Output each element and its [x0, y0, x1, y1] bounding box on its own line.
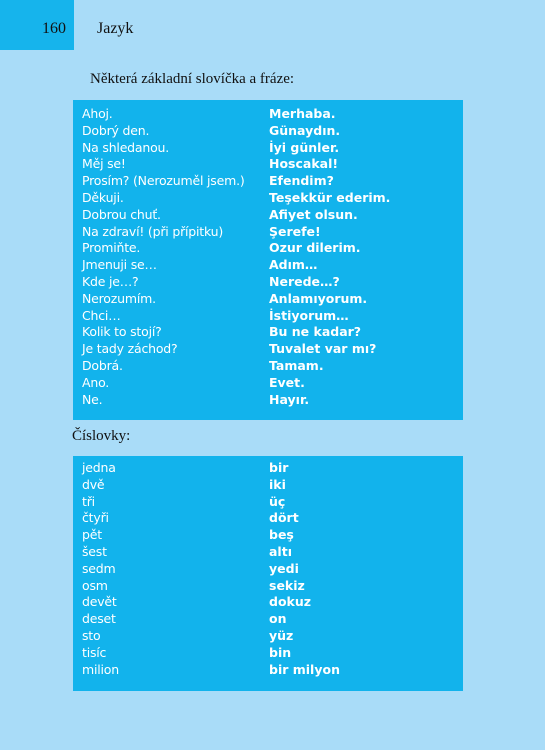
turkish-term: Tuvalet var mı? [269, 341, 377, 357]
turkish-term: Tamam. [269, 358, 324, 373]
czech-term: Chci… [82, 307, 121, 323]
table-row [73, 391, 463, 408]
table-row [73, 357, 463, 374]
table-row [73, 189, 463, 206]
czech-term: sto [82, 628, 101, 643]
table-row [73, 543, 463, 560]
turkish-term: bir milyon [269, 661, 340, 677]
table-row [73, 273, 463, 290]
turkish-term: yedi [269, 560, 299, 576]
turkish-term: iki [269, 476, 286, 492]
turkish-term: bir [269, 460, 289, 475]
table-row [73, 323, 463, 340]
turkish-term: Merhaba. [269, 106, 336, 121]
table-row [73, 509, 463, 526]
table-row [73, 627, 463, 644]
running-head: Jazyk [97, 20, 134, 37]
czech-term: čtyři [82, 510, 109, 526]
czech-term: Kde je…? [82, 274, 139, 289]
table-row [73, 560, 463, 577]
czech-term: tisíc [82, 644, 107, 660]
table-row [73, 610, 463, 627]
czech-term: Dobrou chuť. [82, 206, 161, 222]
table-row [73, 661, 463, 678]
turkish-term: Hayır. [269, 391, 310, 407]
czech-term: Promiňte. [82, 240, 141, 256]
czech-term: jedna [82, 460, 116, 475]
turkish-term: İyi günler. [269, 139, 340, 155]
czech-term: dvě [82, 476, 105, 492]
table-row [73, 256, 463, 273]
table-row [73, 340, 463, 357]
czech-term: Dobrá. [82, 358, 123, 373]
numbers-table [73, 456, 463, 691]
phrases-table [73, 100, 463, 420]
table-row [73, 105, 463, 122]
table-row [73, 476, 463, 493]
table-row [73, 307, 463, 324]
czech-term: sedm [82, 560, 116, 576]
table-row [73, 139, 463, 156]
czech-term: Ano. [82, 374, 110, 390]
czech-term: pět [82, 527, 102, 543]
table-row [73, 155, 463, 172]
table-row [73, 493, 463, 510]
table-row [73, 122, 463, 139]
czech-term: devět [82, 594, 117, 610]
turkish-term: Bu ne kadar? [269, 324, 362, 340]
turkish-term: üç [269, 493, 286, 509]
czech-term: Nerozumím. [82, 290, 156, 306]
czech-term: Na shledanou. [82, 139, 170, 155]
turkish-term: dört [269, 510, 299, 526]
czech-term: Kolik to stojí? [82, 324, 162, 340]
czech-term: Ne. [82, 391, 103, 407]
table-row [73, 239, 463, 256]
czech-term: Na zdraví! (při přípitku) [82, 223, 224, 239]
turkish-term: yüz [269, 628, 294, 643]
turkish-term: Hoscakal! [269, 156, 339, 172]
czech-term: Jmenuji se… [82, 257, 157, 273]
turkish-term: beş [269, 527, 294, 543]
turkish-term: Afiyet olsun. [269, 206, 358, 222]
numbers-heading: Číslovky: [72, 428, 131, 444]
turkish-term: Efendim? [269, 173, 334, 189]
table-row [73, 172, 463, 189]
czech-term: milion [82, 661, 119, 677]
turkish-term: on [269, 611, 287, 627]
table-row [73, 206, 463, 223]
czech-term: Děkuji. [82, 190, 124, 205]
table-row [73, 459, 463, 476]
turkish-term: Nerede…? [269, 274, 340, 289]
czech-term: šest [82, 544, 107, 559]
turkish-term: dokuz [269, 594, 312, 610]
page-number: 160 [42, 20, 66, 37]
table-row [73, 644, 463, 661]
turkish-term: Ozur dilerim. [269, 240, 361, 256]
turkish-term: Adım… [269, 257, 318, 273]
turkish-term: Evet. [269, 374, 305, 390]
czech-term: Prosím? (Nerozuměl jsem.) [82, 173, 245, 189]
turkish-term: altı [269, 544, 292, 559]
turkish-term: Şerefe! [269, 223, 321, 239]
table-row [73, 223, 463, 240]
turkish-term: Anlamıyorum. [269, 290, 368, 306]
table-row [73, 526, 463, 543]
table-row [73, 593, 463, 610]
czech-term: deset [82, 611, 116, 627]
czech-term: tři [82, 493, 95, 509]
czech-term: Je tady záchod? [82, 341, 178, 357]
table-row [73, 577, 463, 594]
turkish-term: İstiyorum… [269, 307, 349, 323]
turkish-term: sekiz [269, 577, 305, 593]
czech-term: Dobrý den. [82, 122, 150, 138]
table-row [73, 290, 463, 307]
czech-term: osm [82, 577, 108, 593]
phrases-heading: Některá základní slovíčka a fráze: [90, 71, 295, 87]
czech-term: Měj se! [82, 156, 126, 172]
turkish-term: Teşekkür ederim. [269, 190, 391, 205]
turkish-term: bin [269, 644, 292, 660]
table-row [73, 374, 463, 391]
czech-term: Ahoj. [82, 106, 113, 121]
turkish-term: Günaydın. [269, 122, 341, 138]
